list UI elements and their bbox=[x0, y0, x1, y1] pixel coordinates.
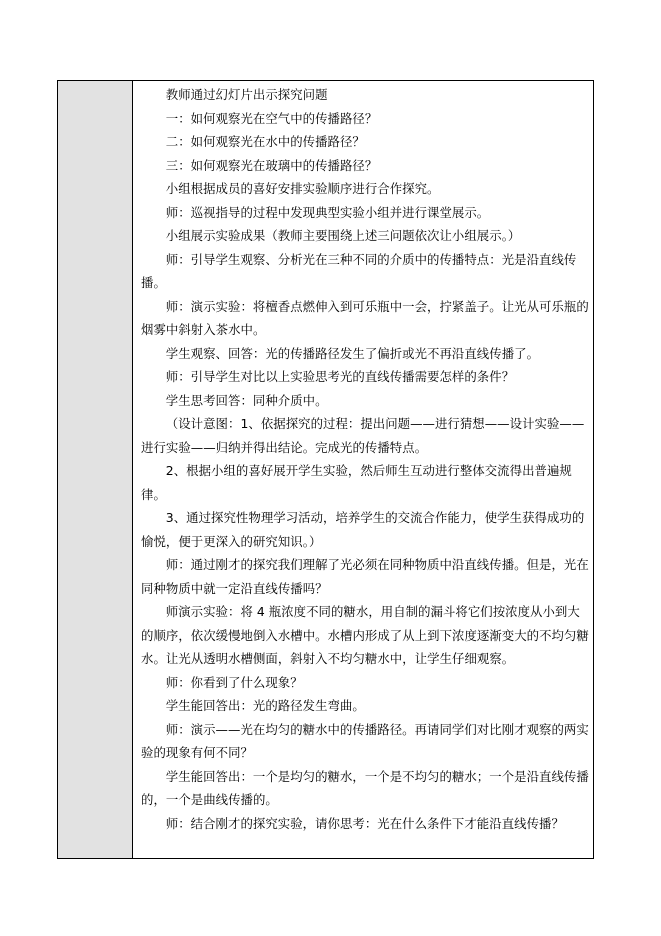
paragraph-question-2: 二：如何观察光在水中的传播路径？ bbox=[165, 134, 365, 149]
paragraph-teacher-question: 师：通过刚才的探究我们理解了光必须在同种物质中沿直线传播。但是，光在同种物质中就一定沿直线传播吗？ bbox=[141, 557, 589, 596]
table-content-cell bbox=[133, 81, 593, 858]
paragraph-group-arrangement: 小组根据成员的喜好安排实验顺序进行合作探究。 bbox=[165, 181, 440, 196]
paragraph-group-results: 小组展示实验成果（教师主要围绕上述三问题依次让小组展示。） bbox=[165, 228, 521, 243]
paragraph-demo-sugar-water: 师演示实验：将 4 瓶浓度不同的糖水，用自制的漏斗将它们按浓度从小到大的顺序，依次缓慢地倒入水槽中。水槽内形成了从上到下浓度逐渐变大的不均匀糖水。让光从透明水槽侧面，斜射入不均匀糖水中，让学生仔细观察。 bbox=[141, 604, 589, 666]
paragraph-teacher-final-question: 师：结合刚才的探究实验，请你思考：光在什么条件下才能沿直线传播？ bbox=[165, 815, 564, 831]
paragraph-design-intent-2: 2、根据小组的喜好展开学生实验，然后师生互动进行整体交流得出普遍规律。 bbox=[141, 463, 572, 502]
paragraph-intro: 教师通过幻灯片出示探究问题 bbox=[165, 87, 328, 102]
paragraph-teacher-phenomenon: 师：你看到了什么现象？ bbox=[165, 674, 303, 690]
lesson-table bbox=[57, 80, 594, 859]
paragraph-design-intent-1: （设计意图：1、依据探究的过程：提出问题——进行猜想——设计实验——进行实验——归纳并得出结论。完成光的传播特点。 bbox=[141, 416, 585, 455]
paragraph-question-3: 三：如何观察光在玻璃中的传播路径？ bbox=[165, 157, 378, 173]
paragraph-teacher-analysis: 师：引导学生观察、分析光在三种不同的介质中的传播特点：光是沿直线传播。 bbox=[141, 251, 577, 290]
paragraph-design-intent-3: 3、通过探究性物理学习活动，培养学生的交流合作能力，使学生获得成功的愉悦，便于更深入的研究知识。） bbox=[141, 510, 585, 549]
paragraph-student-answer: 学生思考回答：同种介质中。 bbox=[165, 392, 328, 408]
paragraph-teacher-guidance: 师：巡视指导的过程中发现典型实验小组并进行课堂展示。 bbox=[165, 204, 490, 220]
paragraph-teacher-conditions: 师：引导学生对比以上实验思考光的直线传播需要怎样的条件？ bbox=[165, 369, 515, 384]
paragraph-demo-uniform: 师：演示——光在均匀的糖水中的传播路径。再请同学们对比刚才观察的两实验的现象有何不同？ bbox=[141, 721, 589, 760]
paragraph-student-bend: 学生能回答出：光的路径发生弯曲。 bbox=[165, 698, 365, 713]
paragraph-question-1: 一：如何观察光在空气中的传播路径？ bbox=[165, 110, 378, 126]
paragraph-student-compare: 学生能回答出：一个是均匀的糖水，一个是不均匀的糖水；一个是沿直线传播的，一个是曲线传播的。 bbox=[141, 768, 589, 807]
paragraph-demo-incense: 师：演示实验：将檀香点燃伸入到可乐瓶中一会，拧紧盖子。让光从可乐瓶的烟雾中斜射入茶水中。 bbox=[141, 298, 589, 337]
paragraph-student-observe: 学生观察、回答：光的传播路径发生了偏折或光不再沿直线传播了。 bbox=[165, 345, 540, 361]
table-label-cell bbox=[58, 81, 133, 858]
